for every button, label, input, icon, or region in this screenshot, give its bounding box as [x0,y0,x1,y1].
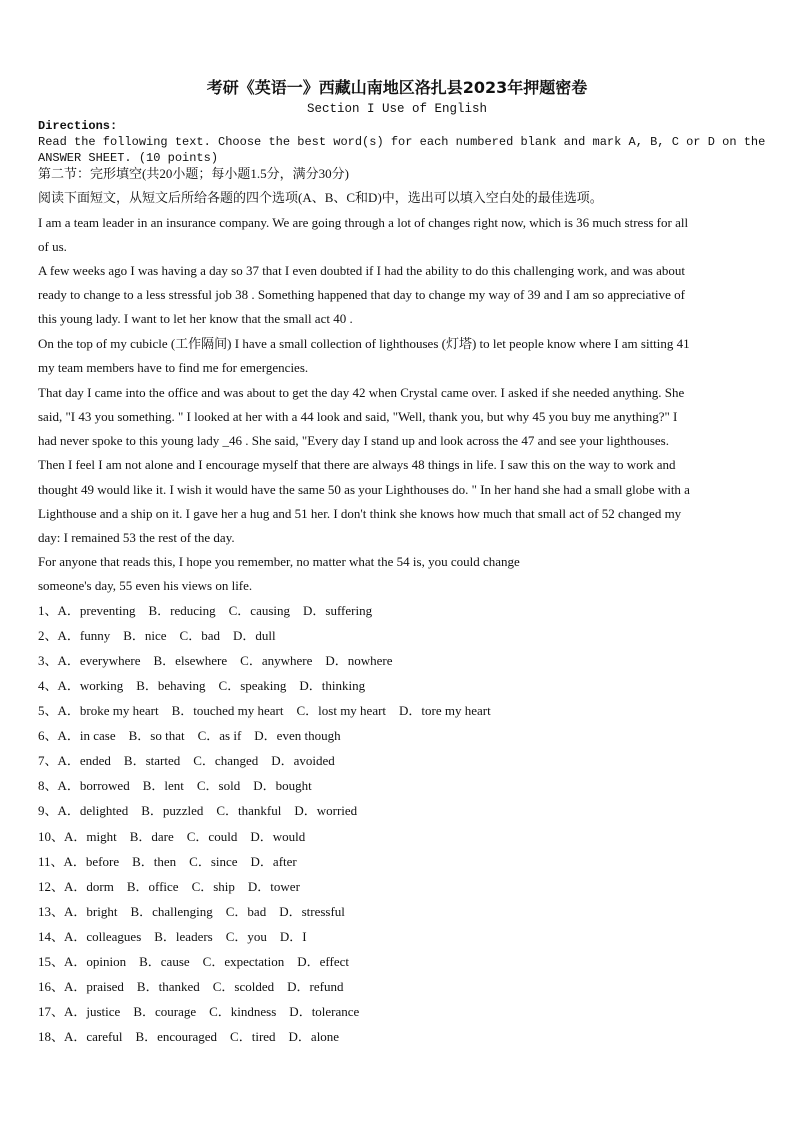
passage-line: On the top of my cubicle (工作隔间) I have a small collection of lighthouses (灯塔) to let people know where I am sitting 41 [38,336,690,351]
question-item: 3、A．everywhere B．elsewhere C．anywhere D．nowhere [38,653,393,668]
passage-line: Then I feel I am not alone and I encourage myself that there are always 48 things in life. I saw this on the way to work and [38,457,676,472]
passage-line: ready to change to a less stressful job 38 . Something happened that day to change my way of 39 and I am so appreciative of [38,287,685,302]
passage-line: of us. [38,239,67,254]
question-item: 12、A．dorm B．office C．ship D．tower [38,879,300,894]
question-item: 10、A．might B．dare C．could D．would [38,829,306,844]
question-item: 15、A．opinion B．cause C．expectation D．effect [38,954,349,969]
passage-line: A few weeks ago I was having a day so 37 that I even doubted if I had the ability to do this challenging work, and was about [38,263,685,278]
passage-line: I am a team leader in an insurance company. We are going through a lot of changes right now, which is 36 much stress for all [38,215,689,230]
question-item: 8、A．borrowed B．lent C．sold D．bought [38,778,312,793]
passage-line: thought 49 would like it. I wish it would have the same 50 as your Lighthouses do. " In her hand she had a small globe with a [38,482,690,497]
question-item: 1、A．preventing B．reducing C．causing D．suffering [38,603,373,618]
passage-line: said, "I 43 you something. " I looked at her with a 44 look and said, "Well, thank you, but why 45 you buy me anything?" I [38,409,678,424]
passage-line: Lighthouse and a ship on it. I gave her a hug and 51 her. I don't think she knows how much that small act of 52 changed my [38,506,682,521]
passage-line: For anyone that reads this, I hope you remember, no matter what the 54 is, you could change [38,554,520,569]
question-item: 17、A．justice B．courage C．kindness D．tolerance [38,1004,360,1019]
passage-line: day: I remained 53 the rest of the day. [38,530,235,545]
question-item: 6、A．in case B．so that C．as if D．even though [38,728,341,743]
directions-heading: Directions: [38,119,118,133]
question-item: 4、A．working B．behaving C．speaking D．thinking [38,678,366,693]
question-item: 16、A．praised B．thanked C．scolded D．refund [38,979,344,994]
question-item: 7、A．ended B．started C．changed D．avoided [38,753,335,768]
question-item: 11、A．before B．then C．since D．after [38,854,297,869]
question-item: 14、A．colleagues B．leaders C．you D．I [38,929,307,944]
question-item: 9、A．delighted B．puzzled C．thankful D．worried [38,803,358,818]
question-item: 18、A．careful B．encouraged C．tired D．alone [38,1029,340,1044]
question-item: 2、A．funny B．nice C．bad D．dull [38,628,276,643]
part-instructions: 阅读下面短文，从短文后所给各题的四个选项(A、B、C和D)中，选出可以填入空白处的最佳选项。 [38,190,603,205]
passage-line: had never spoke to this young lady _46 . She said, "Every day I stand up and look across the 47 and see your lighthouses. [38,433,669,448]
passage-line: That day I came into the office and was about to get the day 42 when Crystal came over. I asked if she needed anything. She [38,385,685,400]
passage-line: someone's day, 55 even his views on life. [38,578,253,593]
section-subtitle: Section I Use of English [306,102,488,116]
page-title: 考研《英语一》西藏山南地区洛扎县2023年押题密卷 [206,78,588,97]
passage-line: this young lady. I want to let her know that the small act 40 . [38,311,353,326]
question-item: 5、A．broke my heart B．touched my heart C．lost my heart D．tore my heart [38,703,491,718]
passage-line: my team members have to find me for emergencies. [38,360,309,375]
part-intro: 第二节：完形填空(共20小题；每小题1.5分，满分30分) [38,166,349,181]
directions-text: ANSWER SHEET. (10 points) [38,151,219,165]
directions-text: Read the following text. Choose the best word(s) for each numbered blank and mark A, B, C or D on the [38,135,766,149]
question-item: 13、A．bright B．challenging C．bad D．stressful [38,904,345,919]
